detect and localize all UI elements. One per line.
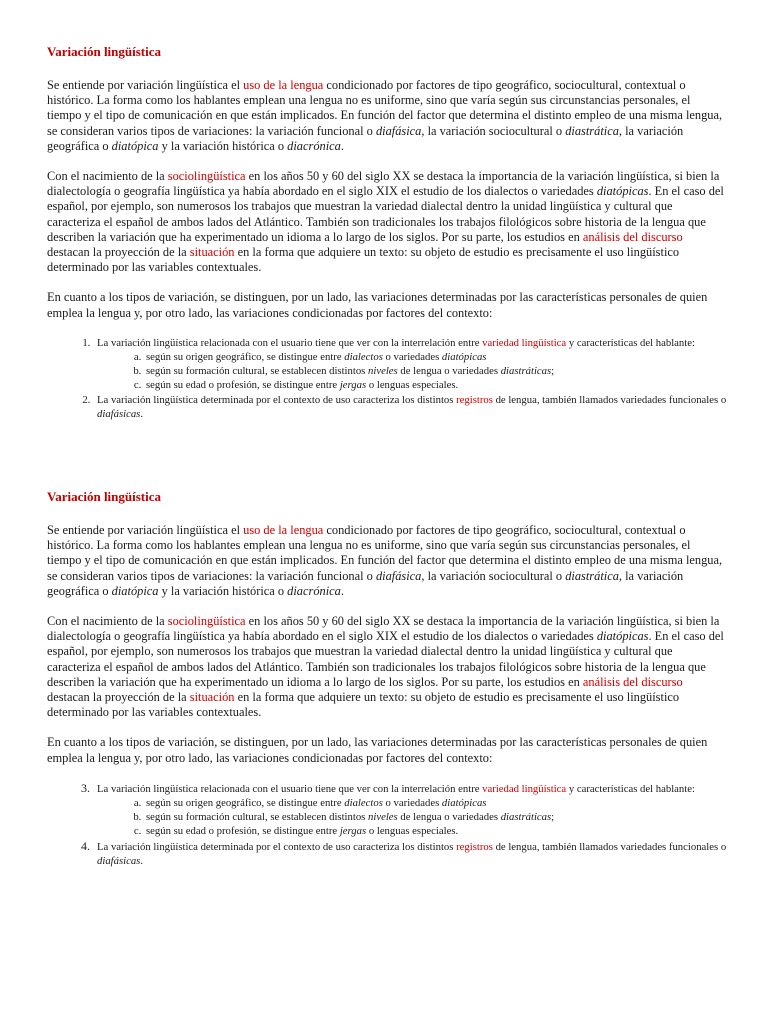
term-diatopicas: diatópicas xyxy=(596,184,649,199)
link-uso-de-la-lengua[interactable]: uso de la lengua xyxy=(243,78,324,92)
term-diafasica: diafásica xyxy=(375,123,422,138)
variation-list xyxy=(47,781,727,868)
link-variedad-linguistica[interactable]: variedad lingüística xyxy=(482,782,567,795)
term-diatopica: diatópica xyxy=(111,138,159,153)
term-diafasicas: diafásicas xyxy=(97,407,141,420)
text: según su formación cultural, se establecen distintos xyxy=(146,811,369,824)
term-dialectos: dialectos xyxy=(344,797,383,810)
term-jergas: jergas xyxy=(339,825,367,838)
text: La variación lingüística determinada por el contexto de uso caracteriza los distintos xyxy=(97,840,457,853)
text: condicionado por factores de tipo geográfico, sociocultural, contextual o histórico. La forma como los hablantes emplean una lengua no es uniforme, sino que varía según sus circunstancias personales, el tiempo y el tipo de comunicación en que están implicados. En función del factor que determina el distinto empleo de una misma lengua, se consideran varios tipos de variaciones: la variación funcional o xyxy=(47,523,723,583)
sub-list xyxy=(97,350,727,393)
section-2 xyxy=(47,489,727,868)
list-item xyxy=(93,839,727,868)
text: según su edad o profesión, se distingue entre xyxy=(146,379,340,392)
text: y características del hablante: xyxy=(566,336,695,349)
sub-list xyxy=(97,796,727,839)
types-paragraph: En cuanto a los tipos de variación, se distinguen, por un lado, las variaciones determinadas por las características personales de quien emplea la lengua y, por otro lado, las variaciones condicionadas por factores del contexto: xyxy=(47,735,708,765)
term-jergas: jergas xyxy=(339,379,367,392)
text: según su origen geográfico, se distingue entre xyxy=(146,797,345,810)
section-title: Variación lingüística xyxy=(47,489,162,504)
text: de lengua o variedades xyxy=(397,365,501,378)
term-diastraticas: diastráticas xyxy=(500,365,552,378)
term-diacronica: diacrónica xyxy=(287,583,341,598)
text: y la variación histórica o xyxy=(158,138,288,153)
text: , la variación sociocultural o xyxy=(421,123,566,138)
term-diafasicas: diafásicas xyxy=(97,854,141,867)
text: , la variación geográfica o xyxy=(47,123,684,153)
term-diastraticas: diastráticas xyxy=(500,811,552,824)
term-diatopicas: diatópicas xyxy=(596,629,649,644)
link-variedad-linguistica[interactable]: variedad lingüística xyxy=(482,336,567,349)
term-diatopicas: diatópicas xyxy=(441,797,487,810)
history-paragraph xyxy=(47,169,727,275)
text: ; xyxy=(551,365,555,378)
text: . En el caso del español, por ejemplo, son numerosos los trabajos que muestran la variedad dialectal dentro la unidad lingüística y cultural que caracteriza el español de ambos lados del Atlántico. También son tradicionales los trabajos filológicos sobre historia de la lengua que describen la variación que ha experimentado un idioma a lo largo de los siglos. Por su parte, los estudios en xyxy=(47,184,724,244)
term-diatopicas: diatópicas xyxy=(441,351,487,364)
sub-list-item xyxy=(144,364,727,378)
text: Se entiende por variación lingüística el xyxy=(47,78,244,92)
text: . xyxy=(140,407,144,420)
sub-list-item xyxy=(144,796,727,810)
text: de lengua o variedades xyxy=(397,811,501,824)
term-diafasica: diafásica xyxy=(375,568,422,583)
text: La variación lingüística relacionada con el usuario tiene que ver con la interrelación entre xyxy=(97,336,483,349)
text: Con el nacimiento de la xyxy=(47,614,168,629)
text: o lenguas especiales. xyxy=(366,825,459,838)
term-niveles: niveles xyxy=(368,365,398,378)
text: o variedades xyxy=(382,351,442,364)
list-item xyxy=(93,781,727,839)
term-diacronica: diacrónica xyxy=(287,138,341,153)
link-analisis-del-discurso[interactable]: análisis del discurso xyxy=(582,229,683,244)
text: Con el nacimiento de la xyxy=(47,169,168,184)
text: condicionado por factores de tipo geográfico, sociocultural, contextual o histórico. La forma como los hablantes emplean una lengua no es uniforme, sino que varía según sus circunstancias personales, el tiempo y el tipo de comunicación en que están implicados. En función del factor que determina el distinto empleo de una misma lengua, se consideran varios tipos de variaciones: la variación funcional o xyxy=(47,78,723,138)
term-niveles: niveles xyxy=(368,811,398,824)
sub-list-item xyxy=(144,378,727,392)
term-diastratica: diastrática xyxy=(565,568,619,583)
text: y características del hablante: xyxy=(566,782,695,795)
sub-list-item xyxy=(144,350,727,364)
link-registros[interactable]: registros xyxy=(456,393,493,406)
text: o lenguas especiales. xyxy=(366,379,459,392)
text: según su edad o profesión, se distingue entre xyxy=(146,825,340,838)
sub-list-item xyxy=(144,810,727,824)
history-paragraph xyxy=(47,614,727,720)
text: en la forma que adquiere un texto: su objeto de estudio es precisamente el uso lingüístico determinado por las variables contextuales. xyxy=(47,690,680,720)
link-registros[interactable]: registros xyxy=(456,840,493,853)
text: , la variación sociocultural o xyxy=(421,568,566,583)
text: en la forma que adquiere un texto: su objeto de estudio es precisamente el uso lingüístico determinado por las variables contextuales. xyxy=(47,245,680,275)
link-sociolinguistica[interactable]: sociolingüística xyxy=(167,614,246,629)
text: de lengua, también llamados variedades funcionales o xyxy=(492,393,727,406)
text: . xyxy=(340,138,344,153)
term-diatopica: diatópica xyxy=(111,583,159,598)
term-dialectos: dialectos xyxy=(344,351,383,364)
text: según su origen geográfico, se distingue entre xyxy=(146,351,345,364)
link-uso-de-la-lengua[interactable]: uso de la lengua xyxy=(243,523,324,537)
text: . xyxy=(140,854,144,867)
text: o variedades xyxy=(382,797,442,810)
term-diastratica: diastrática xyxy=(565,123,619,138)
variation-list xyxy=(47,336,727,421)
link-analisis-del-discurso[interactable]: análisis del discurso xyxy=(582,674,683,689)
text: destacan la proyección de la xyxy=(47,690,190,705)
text: La variación lingüística relacionada con el usuario tiene que ver con la interrelación entre xyxy=(97,782,483,795)
intro-paragraph xyxy=(47,78,727,154)
text: La variación lingüística determinada por el contexto de uso caracteriza los distintos xyxy=(97,393,457,406)
link-situacion[interactable]: situación xyxy=(189,690,235,705)
text: destacan la proyección de la xyxy=(47,245,190,260)
text: . En el caso del español, por ejemplo, son numerosos los trabajos que muestran la variedad dialectal dentro la unidad lingüística y cultural que caracteriza el español de ambos lados del Atlántico. También son tradicionales los trabajos filológicos sobre historia de la lengua que describen la variación que ha experimentado un idioma a lo largo de los siglos. Por su parte, los estudios en xyxy=(47,629,724,689)
types-paragraph: En cuanto a los tipos de variación, se distinguen, por un lado, las variaciones determinadas por las características personales de quien emplea la lengua y, por otro lado, las variaciones condicionadas por factores del contexto: xyxy=(47,290,708,320)
section-1 xyxy=(47,44,727,421)
list-item xyxy=(93,393,727,421)
text: en los años 50 y 60 del siglo XX se destaca la importancia de la variación lingüística, si bien la dialectología o geografía lingüística ya había abordado en el siglo XIX el estudio de los dialectos o variedades xyxy=(47,169,720,199)
link-situacion[interactable]: situación xyxy=(189,245,235,260)
link-sociolinguistica[interactable]: sociolingüística xyxy=(167,169,246,184)
sub-list-item xyxy=(144,824,727,838)
text: de lengua, también llamados variedades funcionales o xyxy=(492,840,727,853)
intro-paragraph xyxy=(47,523,727,599)
text: ; xyxy=(551,811,555,824)
section-title: Variación lingüística xyxy=(47,44,162,59)
text: , la variación geográfica o xyxy=(47,568,684,598)
text: Se entiende por variación lingüística el xyxy=(47,523,244,537)
text: en los años 50 y 60 del siglo XX se destaca la importancia de la variación lingüística, si bien la dialectología o geografía lingüística ya había abordado en el siglo XIX el estudio de los dialectos o variedades xyxy=(47,614,720,644)
text: según su formación cultural, se establecen distintos xyxy=(146,365,369,378)
text: . xyxy=(340,583,344,598)
list-item xyxy=(93,336,727,393)
text: y la variación histórica o xyxy=(158,583,288,598)
